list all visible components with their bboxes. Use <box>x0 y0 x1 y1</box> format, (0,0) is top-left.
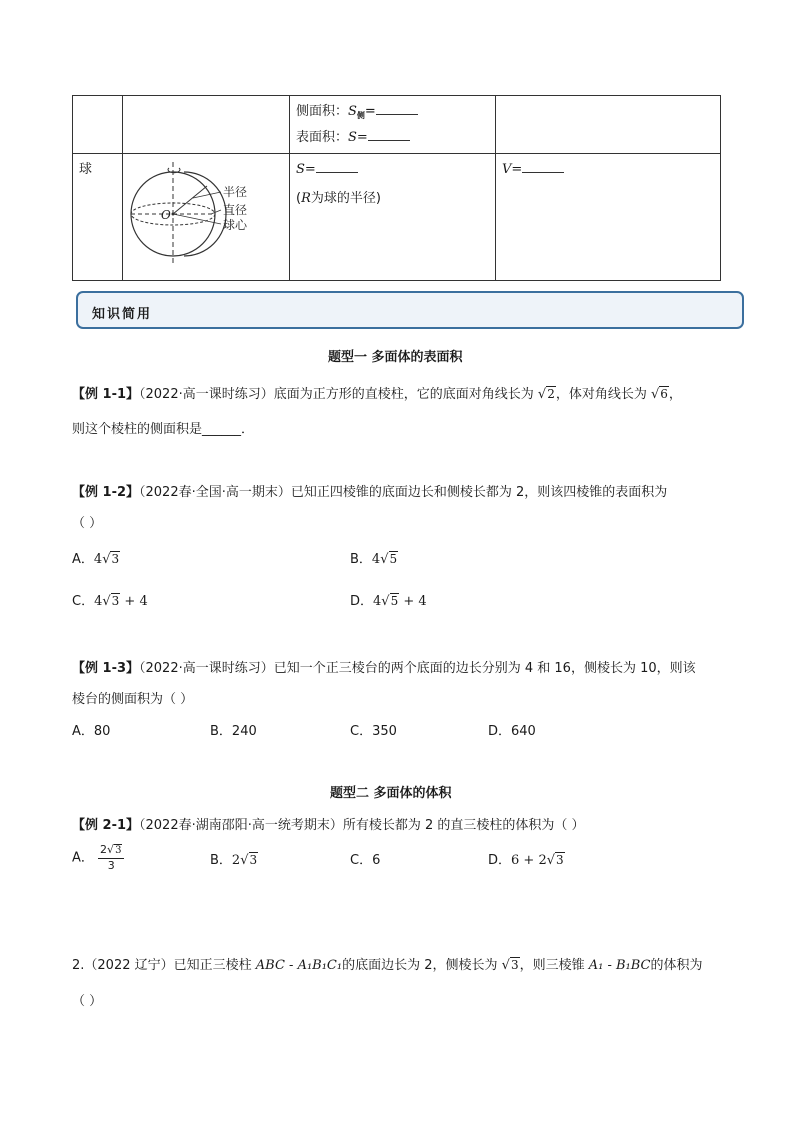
example-1-3-line2: 棱台的侧面积为（ ） <box>72 692 194 707</box>
center-label: 球心 <box>223 218 248 232</box>
example-2-1: 【例 2-1】（2022春·湖南邵阳·高一统考期末）所有棱长都为 2 的直三棱柱的体积为（ ） <box>72 818 585 833</box>
section2-title: 题型二 多面体的体积 <box>330 786 452 801</box>
example-1-1-line2: 则这个棱柱的侧面积是______． <box>72 422 255 437</box>
radius-note: (R为球的半径) <box>296 191 381 206</box>
question-2: 2.（2022 辽宁）已知正三棱柱 ABC - A₁B₁C₁的底面边长为 2，侧棱长为 √3，则三棱锥 A₁ - B₁BC的体积为 <box>72 958 703 973</box>
option-b[interactable]: B．4√5 <box>350 552 398 567</box>
sphere-figure-cell <box>123 154 290 281</box>
option-d[interactable]: D．4√5 + 4 <box>350 594 427 609</box>
radius-label: 半径 <box>223 185 248 199</box>
section1-title: 题型一 多面体的表面积 <box>328 350 463 365</box>
diameter-label: 直径 <box>223 203 248 217</box>
option-a[interactable]: A． $\frac{2√3}{3}$ <box>72 843 124 873</box>
sphere-center-label: O <box>161 208 171 222</box>
option-d[interactable]: D．6 + 2√3 <box>488 853 564 868</box>
sphere-area-cell <box>290 154 496 281</box>
table-cell-area <box>290 96 496 154</box>
formula-table <box>72 95 721 281</box>
example-1-3: 【例 1-3】（2022·高一课时练习）已知一个正三棱台的两个底面的边长分别为 4 和 16，侧棱长为 10，则该 <box>72 661 696 676</box>
knowledge-banner <box>76 291 744 329</box>
option-c[interactable]: C．350 <box>350 724 397 739</box>
surface-area-formula: 表面积：S= <box>296 125 489 150</box>
sqrt-2: √2 <box>537 387 555 402</box>
example-1-2-paren: （ ） <box>72 516 103 531</box>
table-cell-name <box>73 96 123 154</box>
banner-title: 知识简用 <box>92 307 153 322</box>
example-1-2: 【例 1-2】（2022春·全国·高一期末）已知正四棱锥的底面边长和侧棱长都为 2，则该四棱锥的表面积为 <box>72 485 668 500</box>
sphere-volume-cell <box>496 154 721 281</box>
option-c[interactable]: C．6 <box>350 853 381 868</box>
option-b[interactable]: B．240 <box>210 724 257 739</box>
question-2-paren: （ ） <box>72 994 103 1009</box>
sphere-volume-formula: V= <box>496 154 720 185</box>
sqrt-6: √6 <box>650 387 668 402</box>
option-c[interactable]: C．4√3 + 4 <box>72 594 148 609</box>
option-a[interactable]: A．80 <box>72 724 111 739</box>
table-cell-figure <box>123 96 290 154</box>
table-cell-volume <box>496 96 721 154</box>
sphere-diagram <box>123 154 289 276</box>
option-b[interactable]: B．2√3 <box>210 853 258 868</box>
option-d[interactable]: D．640 <box>488 724 536 739</box>
lateral-area-formula: 侧面积：$S_侧=$ <box>296 99 489 125</box>
sphere-area-formula: S= <box>296 157 489 182</box>
option-a[interactable]: A．4√3 <box>72 552 120 567</box>
example-1-1: 【例 1-1】（2022·高一课时练习）底面为正方形的直棱柱，它的底面对角线长为 √2，体对角线长为 √6， <box>72 387 682 402</box>
sphere-name-cell: 球 <box>73 154 123 281</box>
fraction: $\frac{2√3}{3}$ <box>98 843 124 873</box>
